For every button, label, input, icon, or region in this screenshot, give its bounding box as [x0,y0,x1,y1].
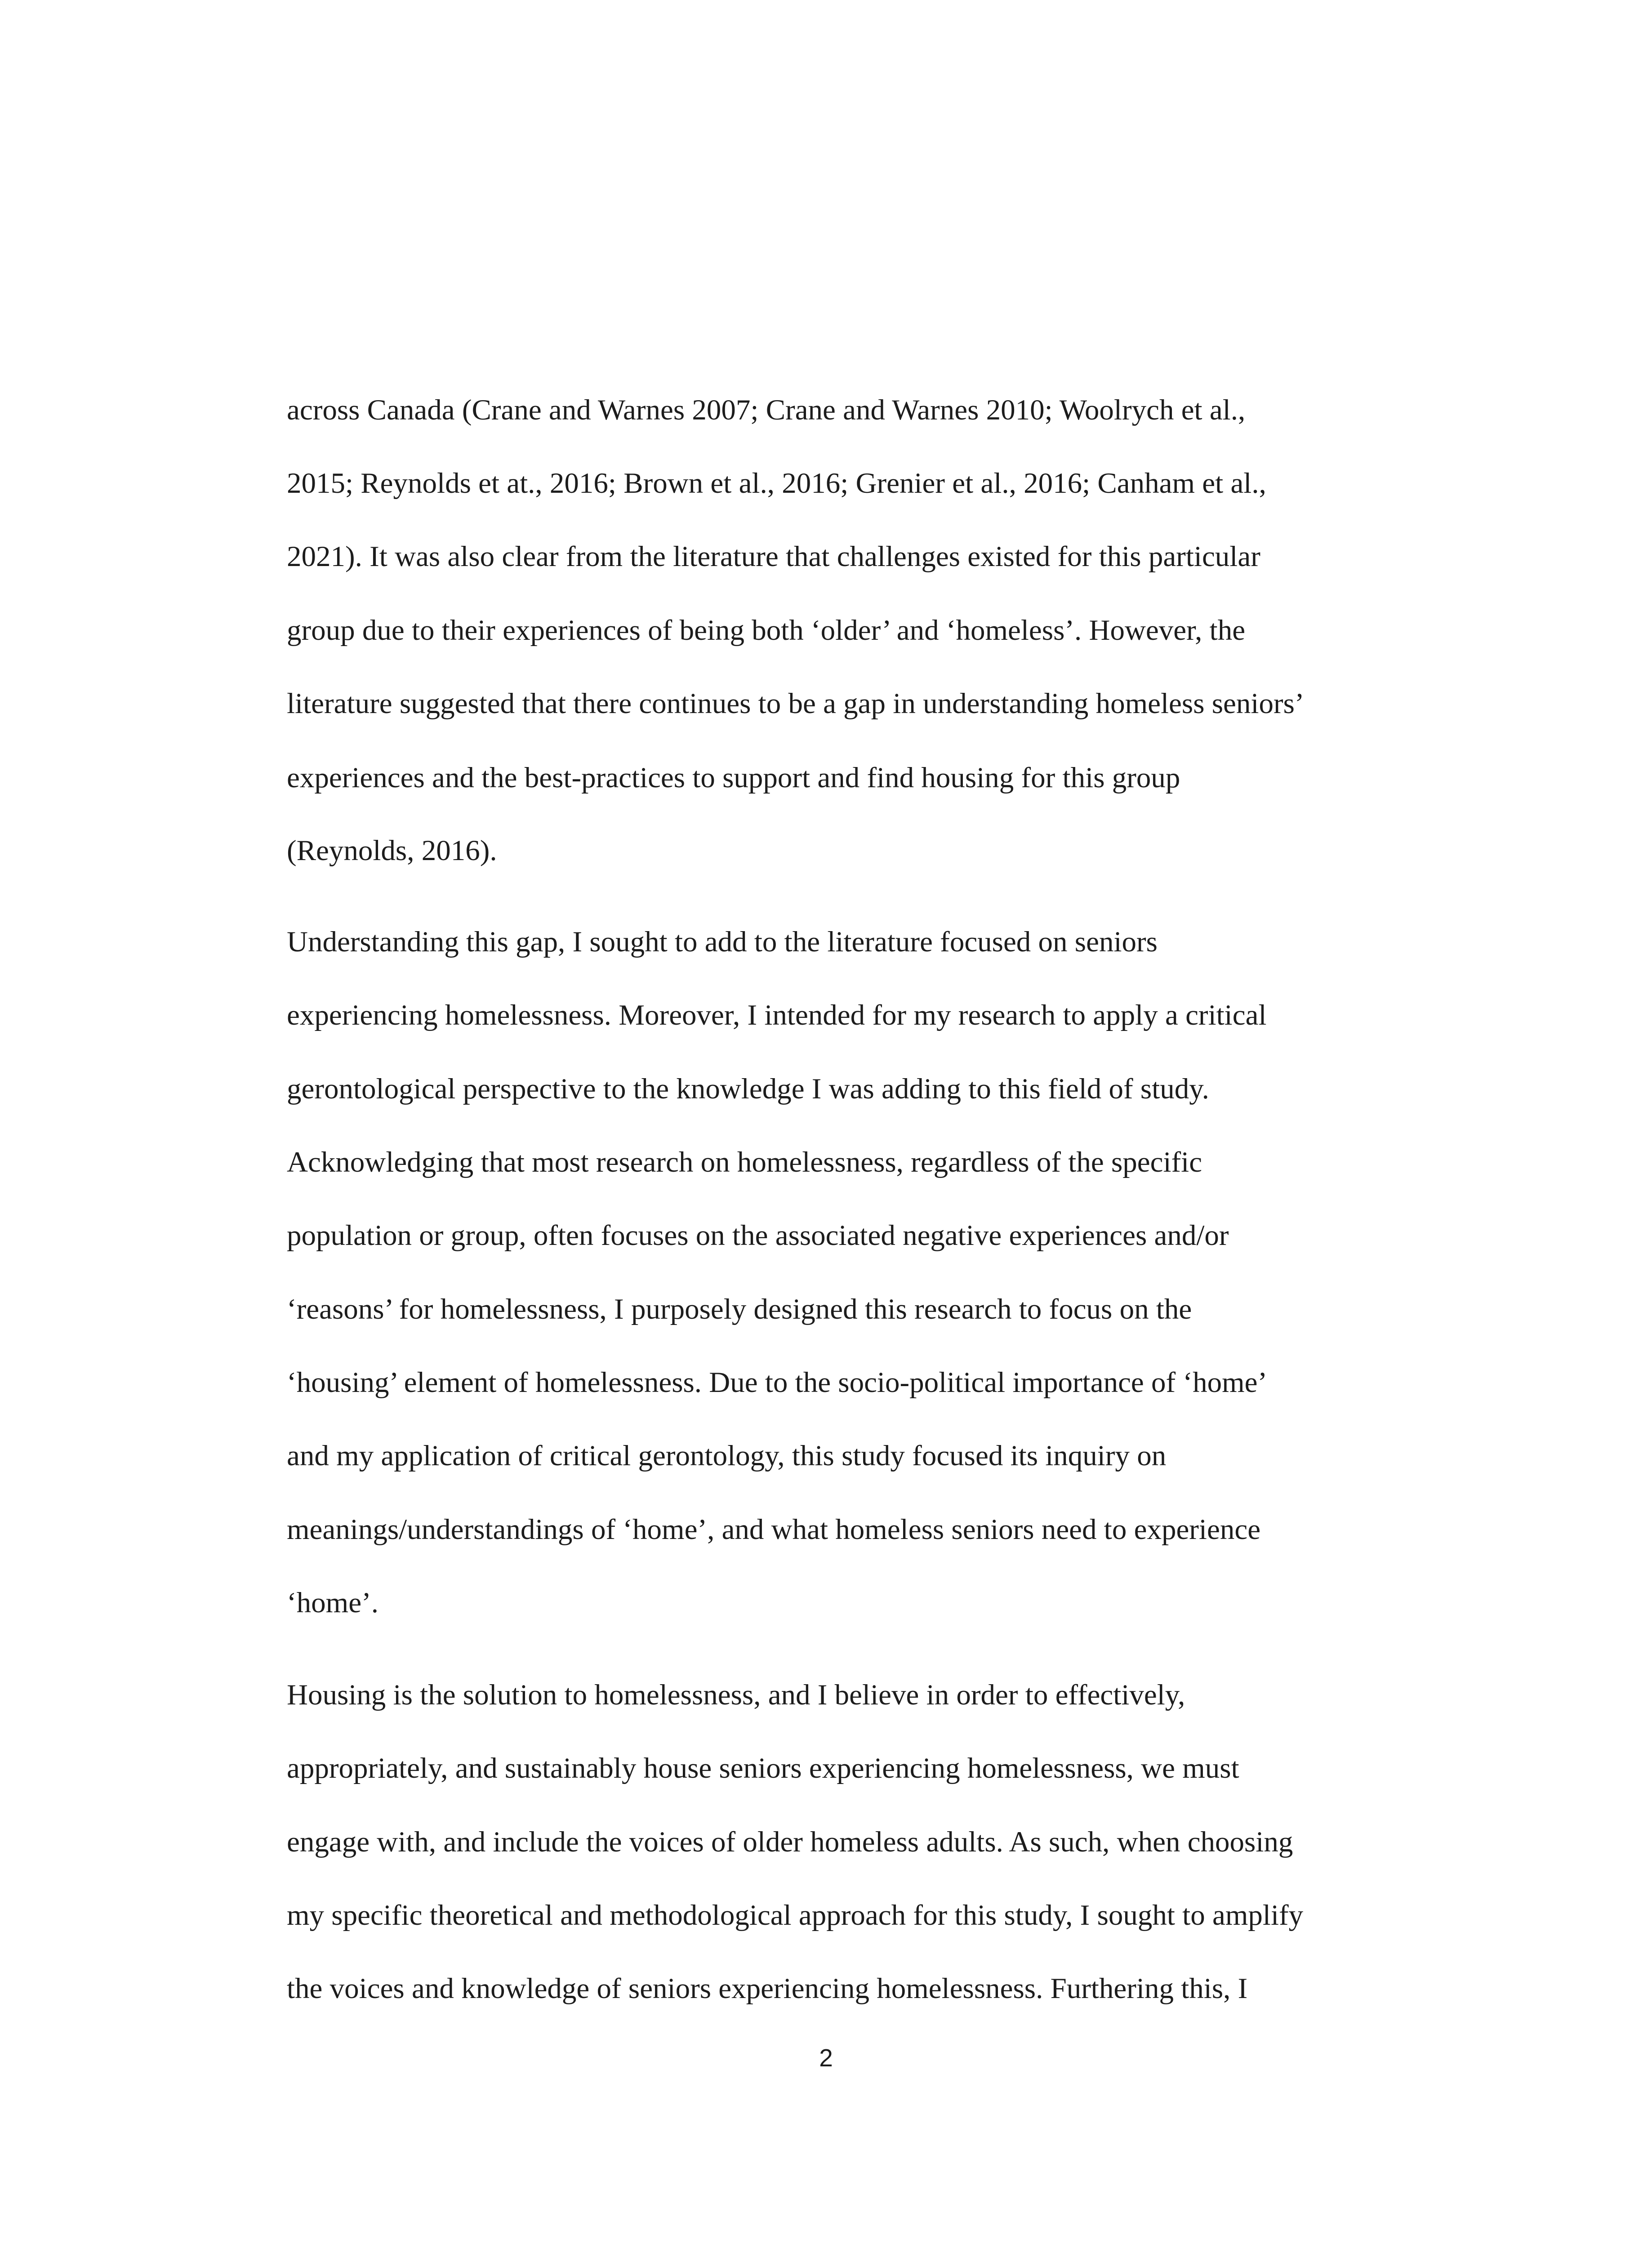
text-line: ‘housing’ element of homelessness. Due to the socio-political importance of ‘home’ [287,1366,1268,1399]
text-line: experiences and the best-practices to support and find housing for this group [287,762,1180,794]
text-line: literature suggested that there continues to be a gap in understanding homeless seniors’ [287,687,1305,720]
text-line: and my application of critical gerontology, this study focused its inquiry on [287,1440,1167,1472]
text-line: the voices and knowledge of seniors experiencing homelessness. Furthering this, I [287,1972,1248,2005]
text-line: (Reynolds, 2016). [287,834,497,867]
page-number: 2 [819,2044,833,2072]
text-line: population or group, often focuses on the associated negative experiences and/or [287,1219,1229,1252]
text-line: Housing is the solution to homelessness, and I believe in order to effectively, [287,1679,1185,1711]
text-line: engage with, and include the voices of older homeless adults. As such, when choosing [287,1826,1293,1858]
text-line: appropriately, and sustainably house seniors experiencing homelessness, we must [287,1752,1239,1784]
text-line: across Canada (Crane and Warnes 2007; Crane and Warnes 2010; Woolrych et al., [287,394,1246,426]
text-line: group due to their experiences of being both ‘older’ and ‘homeless’. However, the [287,614,1246,647]
text-line: 2021). It was also clear from the literature that challenges existed for this particular [287,540,1260,573]
text-line: ‘reasons’ for homelessness, I purposely designed this research to focus on the [287,1293,1192,1325]
text-line: gerontological perspective to the knowledge I was adding to this field of study. [287,1073,1209,1105]
text-line: Understanding this gap, I sought to add to the literature focused on seniors [287,926,1158,958]
text-line: 2015; Reynolds et at., 2016; Brown et al., 2016; Grenier et al., 2016; Canham et al., [287,467,1266,500]
text-line: my specific theoretical and methodological approach for this study, I sought to amplify [287,1899,1304,1931]
text-line: ‘home’. [287,1587,378,1619]
text-line: experiencing homelessness. Moreover, I intended for my research to apply a critical [287,999,1267,1031]
text-line: meanings/understandings of ‘home’, and what homeless seniors need to experience [287,1513,1261,1546]
text-line: Acknowledging that most research on homelessness, regardless of the specific [287,1146,1202,1178]
